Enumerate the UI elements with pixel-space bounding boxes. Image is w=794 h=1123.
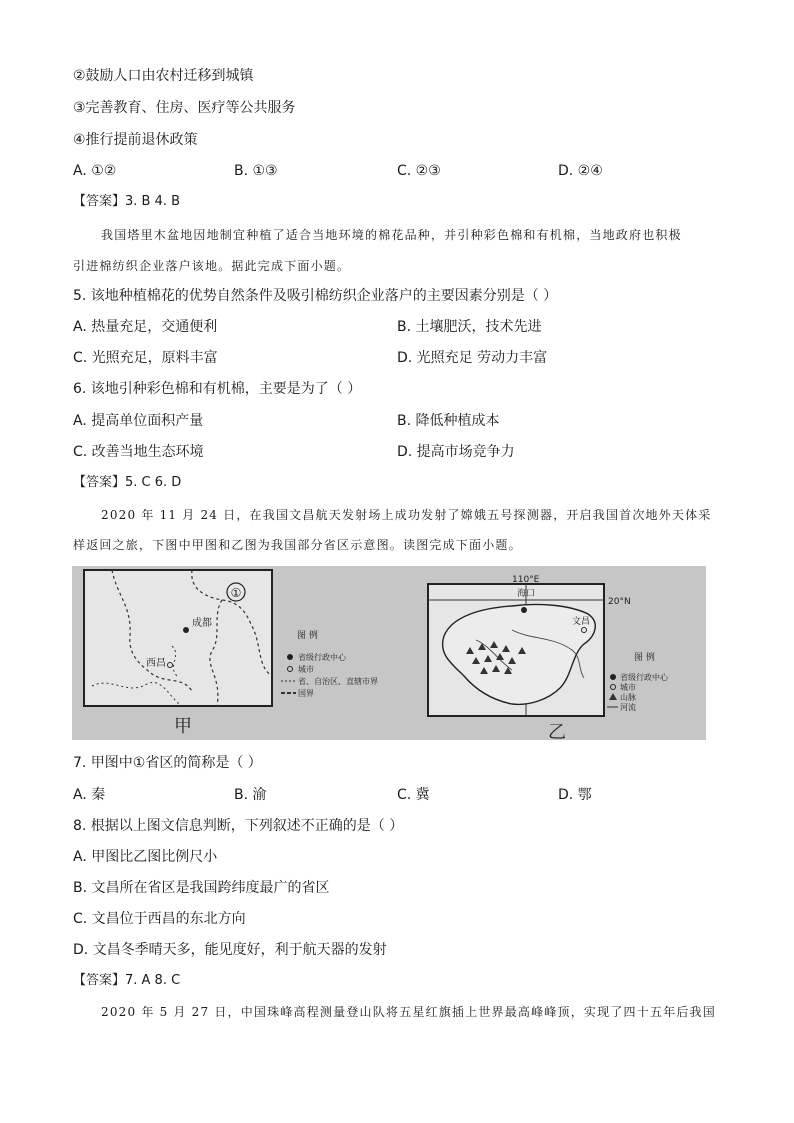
q8-option-b: B. 文昌所在省区是我国跨纬度最广的省区 (73, 880, 330, 896)
passage-2-line-1: 2020 年 11 月 24 日，在我国文昌航天发射场上成功发射了嫦娥五号探测器，开启我国首次地外天体采 (101, 508, 712, 522)
map-figure (72, 566, 706, 740)
jia-caption: 甲 (174, 716, 192, 737)
q6-option-c: C. 改善当地生态环境 (73, 444, 204, 460)
q8-option-a: A. 甲图比乙图比例尺小 (73, 849, 218, 865)
jia-legend-2: 城市 (298, 665, 314, 674)
q8-option-c: C. 文昌位于西昌的东北方向 (73, 911, 246, 927)
item-4: ④推行提前退休政策 (73, 132, 198, 148)
yi-longitude: 110°E (512, 575, 540, 585)
yi-city-wenchang: 文昌 (572, 617, 591, 627)
jia-city-xichang: 西昌 (146, 658, 166, 669)
yi-legend-4: 河流 (620, 703, 636, 712)
chengdu-marker (183, 627, 189, 633)
yi-city-haikou: 海口 (517, 589, 536, 599)
q5-stem: 5. 该地种植棉花的优势自然条件及吸引棉纺织企业落户的主要因素分别是（ ） (73, 288, 558, 304)
jia-city-chengdu: 成都 (192, 618, 212, 629)
q7-option-c: C. 冀 (397, 787, 430, 803)
q8-option-d: D. 文昌冬季晴天多，能见度好，利于航天器的发射 (73, 942, 387, 958)
q5-option-b: B. 土壤肥沃，技术先进 (397, 319, 542, 335)
q7-option-b: B. 渝 (234, 787, 267, 803)
passage-1-line-2: 引进棉纺织企业落户该地。据此完成下面小题。 (73, 259, 351, 273)
yi-legend-1: 省级行政中心 (620, 673, 668, 682)
q7-option-d: D. 鄂 (558, 787, 592, 803)
jia-province-number: ① (230, 586, 242, 600)
yi-legend-title: 图 例 (634, 653, 655, 663)
jia-legend-3: 省、自治区、直辖市界 (298, 677, 378, 686)
q4-option-a: A. ①② (73, 163, 117, 179)
q4-option-b: B. ①③ (234, 163, 278, 179)
yi-legend-3: 山脉 (620, 693, 636, 702)
passage-3-line-1: 2020 年 5 月 27 日，中国珠峰高程测量登山队将五星红旗插上世界最高峰峰顶，实现了四十五年后我国 (101, 1005, 716, 1019)
item-3: ③完善教育、住房、医疗等公共服务 (73, 100, 296, 116)
jia-legend-title: 图 例 (297, 631, 318, 641)
q6-option-d: D. 提高市场竞争力 (397, 444, 515, 460)
q7-stem: 7. 甲图中①省区的简称是（ ） (73, 755, 262, 771)
answer-7-8: 【答案】7. A 8. C (73, 973, 181, 988)
yi-latitude: 20°N (608, 597, 631, 607)
haikou-marker (521, 607, 527, 613)
q5-option-d: D. 光照充足 劳动力丰富 (397, 350, 548, 366)
passage-2-line-2: 样返回之旅，下图中甲图和乙图为我国部分省区示意图。读图完成下面小题。 (73, 538, 522, 552)
jia-legend-4: 国界 (298, 689, 314, 698)
q4-option-c: C. ②③ (397, 163, 441, 179)
passage-1-line-1: 我国塔里木盆地因地制宜种植了适合当地环境的棉花品种，并引种彩色棉和有机棉，当地政府也积极 (101, 228, 682, 242)
q6-stem: 6. 该地引种彩色棉和有机棉，主要是为了（ ） (73, 381, 362, 397)
answer-5-6: 【答案】5. C 6. D (73, 475, 182, 490)
q7-option-a: A. 秦 (73, 787, 106, 803)
q8-stem: 8. 根据以上图文信息判断，下列叙述不正确的是（ ） (73, 818, 404, 834)
q4-option-d: D. ②④ (558, 163, 603, 179)
item-2: ②鼓励人口由农村迁移到城镇 (73, 68, 254, 84)
q5-option-a: A. 热量充足，交通便利 (73, 319, 218, 335)
answer-3-4: 【答案】3. B 4. B (73, 194, 181, 209)
yi-caption: 乙 (548, 722, 566, 740)
jia-legend-1: 省级行政中心 (298, 653, 346, 662)
yi-legend-2: 城市 (620, 683, 636, 692)
q5-option-c: C. 光照充足，原料丰富 (73, 350, 218, 366)
q6-option-a: A. 提高单位面积产量 (73, 413, 204, 429)
q6-option-b: B. 降低种植成本 (397, 413, 500, 429)
